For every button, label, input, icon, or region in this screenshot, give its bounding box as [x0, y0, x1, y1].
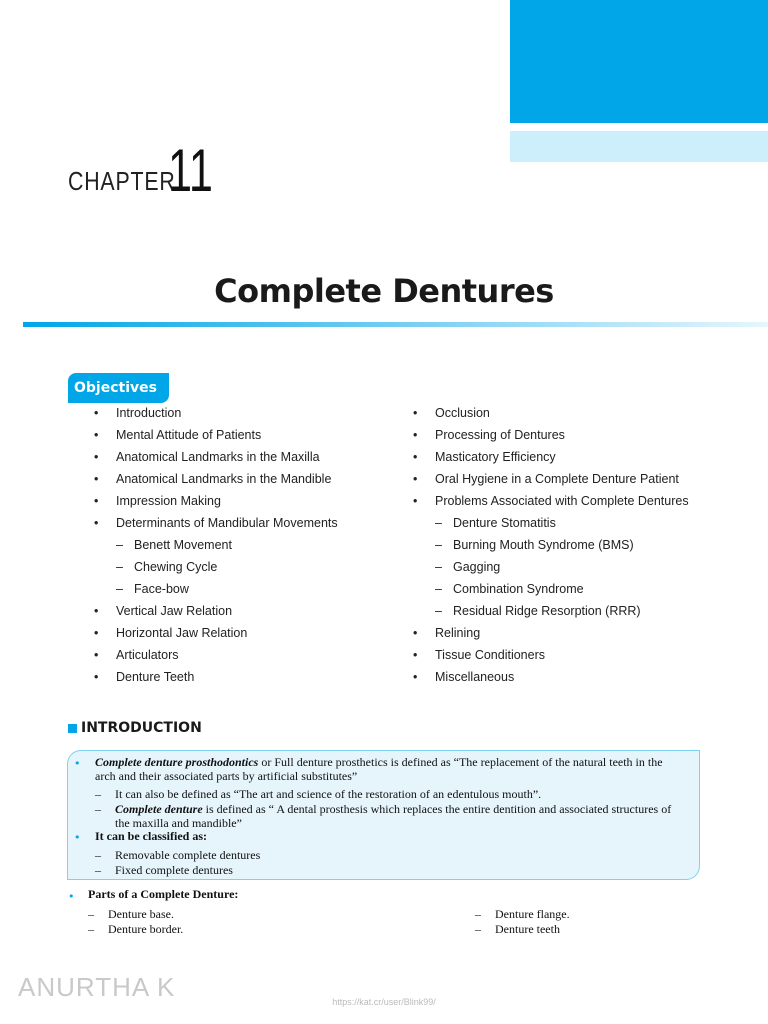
definition-continuation: arch and their associated parts by artificial substitutes” — [95, 769, 358, 783]
source-url: https://kat.cr/user/Blink99/ — [332, 997, 436, 1007]
dash-marker: – — [475, 907, 481, 921]
classification-heading: It can be classified as: — [95, 829, 207, 843]
bullet-icon: • — [94, 406, 99, 420]
objective-label: Problems Associated with Complete Dentures — [435, 494, 689, 508]
objective-label: Masticatory Efficiency — [435, 450, 556, 464]
bullet-icon: • — [74, 757, 81, 770]
bullet-icon: • — [413, 648, 418, 662]
objectives-tab: Objectives — [68, 373, 169, 403]
bullet-icon: • — [413, 626, 418, 640]
bullet-icon: • — [94, 604, 99, 618]
dash-marker: – — [116, 538, 123, 552]
objective-label: Benett Movement — [134, 538, 232, 552]
part-item: Denture teeth — [495, 922, 560, 936]
definition-box — [67, 750, 700, 880]
complete-denture-text: is defined as “ A dental prosthesis which replaces the entire dentition and associated structures of — [202, 802, 672, 816]
bullet-icon: • — [74, 831, 81, 844]
bullet-icon: • — [94, 516, 99, 530]
header-light-block — [510, 131, 768, 162]
dash-marker: – — [435, 560, 442, 574]
objective-label: Gagging — [453, 560, 501, 574]
objective-label: Anatomical Landmarks in the Maxilla — [116, 450, 320, 464]
definition-text: or Full denture prosthetics is defined as “The replacement of the natural teeth in the — [258, 755, 663, 769]
objective-label: Impression Making — [116, 494, 221, 508]
part-item: Denture flange. — [495, 907, 570, 921]
dash-marker: – — [116, 560, 123, 574]
objective-label: Horizontal Jaw Relation — [116, 626, 248, 640]
dash-marker: – — [435, 538, 442, 552]
objective-label: Processing of Dentures — [435, 428, 565, 442]
introduction-heading: INTRODUCTION — [81, 720, 202, 736]
dash-marker: – — [88, 922, 94, 936]
dash-marker: – — [88, 907, 94, 921]
objective-label: Articulators — [116, 648, 179, 662]
bullet-icon: • — [94, 670, 99, 684]
parts-heading: Parts of a Complete Denture: — [88, 887, 239, 901]
bullet-icon: • — [94, 494, 99, 508]
dash-marker: – — [435, 516, 442, 530]
bullet-icon: • — [413, 428, 418, 442]
part-item: Denture border. — [108, 922, 184, 936]
page-title: Complete Dentures — [214, 272, 554, 310]
objective-label: Residual Ridge Resorption (RRR) — [453, 604, 641, 618]
chapter-number: 11 — [168, 137, 213, 204]
bullet-icon: • — [413, 494, 418, 508]
objective-label: Vertical Jaw Relation — [116, 604, 233, 618]
objective-label: Introduction — [116, 406, 182, 420]
bullet-icon: • — [94, 648, 99, 662]
objective-label: Oral Hygiene in a Complete Denture Patient — [435, 472, 679, 486]
classification-item: Removable complete dentures — [115, 848, 261, 862]
bullet-icon: • — [68, 890, 75, 903]
watermark: ANURTHA K — [18, 972, 176, 1002]
objective-label: Occlusion — [435, 406, 490, 420]
objective-label: Miscellaneous — [435, 670, 515, 684]
dash-marker: – — [95, 863, 101, 877]
objectives-left-list — [94, 406, 394, 691]
classification-item: Fixed complete dentures — [115, 863, 233, 877]
complete-denture-term: Complete denture — [115, 802, 203, 816]
bullet-icon: • — [94, 626, 99, 640]
title-rule — [23, 322, 768, 327]
objective-label: Mental Attitude of Patients — [116, 428, 262, 442]
complete-denture-continuation: the maxilla and mandible” — [115, 816, 242, 830]
objective-label: Burning Mouth Syndrome (BMS) — [453, 538, 634, 552]
dash-marker: – — [95, 787, 101, 801]
dash-marker: – — [435, 604, 442, 618]
dash-marker: – — [435, 582, 442, 596]
objective-label: Combination Syndrome — [453, 582, 584, 596]
definition-paragraph — [95, 756, 663, 769]
dash-marker: – — [116, 582, 123, 596]
objective-label: Tissue Conditioners — [435, 648, 546, 662]
dash-marker: – — [95, 802, 101, 816]
objective-label: Face-bow — [134, 582, 189, 596]
dash-marker: – — [95, 848, 101, 862]
complete-denture-definition — [115, 803, 671, 816]
objective-label: Determinants of Mandibular Movements — [116, 516, 338, 530]
bullet-icon: • — [413, 670, 418, 684]
bullet-icon: • — [94, 472, 99, 486]
bullet-icon: • — [413, 406, 418, 420]
objectives-right-list — [413, 406, 753, 691]
bullet-icon: • — [94, 450, 99, 464]
objective-label: Denture Stomatitis — [453, 516, 556, 530]
part-item: Denture base. — [108, 907, 174, 921]
bullet-icon: • — [94, 428, 99, 442]
alternate-definition: It can also be defined as “The art and science of the restoration of an edentulous mouth”. — [115, 787, 542, 801]
header-blue-block — [510, 0, 768, 123]
section-marker-icon — [68, 724, 77, 733]
bullet-icon: • — [413, 450, 418, 464]
definition-term: Complete denture prosthodontics — [95, 755, 259, 769]
bullet-icon: • — [413, 472, 418, 486]
chapter-label: CHAPTER — [68, 166, 176, 196]
dash-marker: – — [475, 922, 481, 936]
objective-label: Relining — [435, 626, 481, 640]
objective-label: Anatomical Landmarks in the Mandible — [116, 472, 332, 486]
objective-label: Denture Teeth — [116, 670, 195, 684]
objective-label: Chewing Cycle — [134, 560, 218, 574]
